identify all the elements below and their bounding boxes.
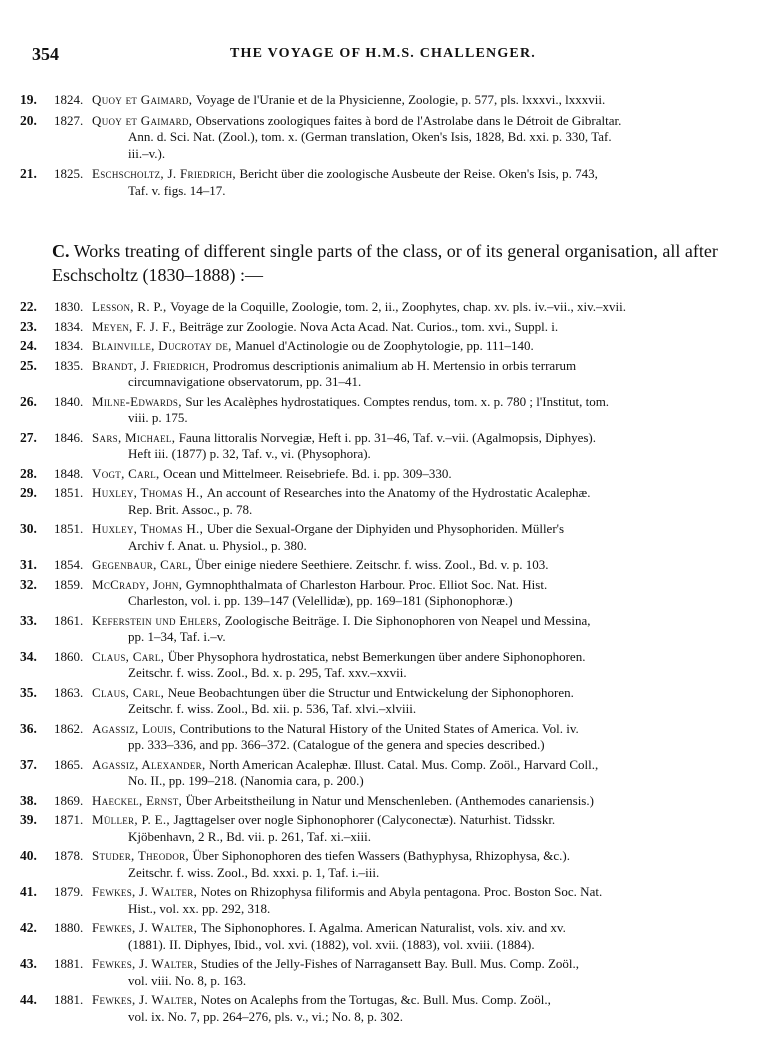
bibliography-entry	[20, 685, 744, 718]
entry-text	[92, 884, 744, 917]
bibliography-entry	[20, 430, 744, 463]
entry-number: 22.	[20, 299, 37, 314]
page-header	[32, 44, 734, 68]
entry-text	[92, 393, 744, 427]
entry-number: 35.	[20, 684, 37, 700]
bibliography-entry	[20, 394, 744, 427]
entry-number: 42.	[20, 920, 37, 935]
entry-line: Observations zoologiques faites à bord de l'Astrolabe dans le Détroit de Gibraltar.	[195, 112, 622, 128]
entry-year: 1840.	[54, 393, 84, 409]
entry-year: 1848.	[54, 465, 84, 481]
entry-text	[92, 338, 744, 355]
running-title: THE VOYAGE OF H.M.S. CHALLENGER.	[230, 46, 536, 61]
bibliography-entry	[20, 956, 744, 989]
bibliography-entry	[20, 358, 744, 391]
entry-text	[92, 299, 744, 316]
entry-year: 1835.	[54, 357, 84, 373]
entry-line: North American Acalephæ. Illust. Catal. Mus. Comp. Zoöl., Harvard Coll.,	[209, 756, 599, 772]
entry-line: Contributions to the Natural History of the United States of America. Vol. iv.	[179, 720, 579, 736]
entry-author: Fewkes, J. Walter,	[92, 884, 201, 899]
entry-year: 1860.	[54, 648, 84, 664]
entry-text	[92, 465, 744, 483]
bibliography-entry	[20, 721, 744, 754]
entry-year: 1846.	[54, 429, 84, 445]
bibliography-entry	[20, 338, 744, 355]
entry-number: 26.	[20, 393, 37, 409]
entry-author: Keferstein und Ehlers,	[92, 612, 225, 628]
entry-author: Huxley, Thomas H.,	[92, 521, 207, 536]
section-letter: C.	[52, 241, 70, 261]
entry-line: Charleston, vol. i. pp. 139–147 (Velellidæ), pp. 169–181 (Siphonophoræ.)	[128, 593, 513, 608]
bibliography-entry	[20, 812, 744, 845]
entry-number: 38.	[20, 792, 37, 808]
entry-year: 1865.	[54, 756, 84, 772]
entry-text	[92, 557, 744, 574]
bibliography-list-c	[20, 299, 744, 1025]
entry-author: Agassiz, Alexander,	[92, 756, 210, 772]
entry-line: An account of Researches into the Anatomy of the Hydrostatic Acalephæ.	[206, 485, 591, 500]
entry-author: Fewkes, J. Walter,	[92, 956, 201, 971]
entry-year: 1859.	[54, 576, 84, 592]
entry-year: 1830.	[54, 299, 84, 314]
entry-line: Jagttagelser over nogle Siphonophorer (Calyconectæ). Naturhist. Tidsskr.	[173, 812, 556, 827]
bibliography-entry	[20, 613, 744, 646]
entry-line: Studies of the Jelly-Fishes of Narragansett Bay. Bull. Mus. Comp. Zoöl.,	[200, 956, 579, 971]
entry-text	[92, 920, 744, 953]
entry-text	[92, 992, 744, 1025]
entry-line: Zeitschr. f. wiss. Zool., Bd. x. p. 295, Taf. xxv.–xxvii.	[128, 665, 407, 680]
entry-text	[92, 684, 744, 718]
entry-number: 44.	[20, 992, 37, 1007]
entry-year: 1834.	[54, 338, 84, 353]
entry-line: Gymnophthalmata of Charleston Harbour. Proc. Elliot Soc. Nat. Hist.	[185, 576, 548, 592]
entry-line: (1881). II. Diphyes, Ibid., vol. xvi. (1882), vol. xvii. (1883), vol. xviii. (1884).	[128, 936, 535, 952]
entry-year: 1881.	[54, 956, 84, 971]
entry-author: Milne-Edwards,	[92, 393, 186, 409]
entry-year: 1869.	[54, 792, 84, 808]
entry-number: 24.	[20, 338, 37, 353]
bibliography-entry	[20, 166, 744, 199]
bibliography-entry	[20, 757, 744, 790]
entry-year: 1827.	[54, 112, 84, 128]
entry-line: Taf. v. figs. 14–17.	[128, 182, 226, 198]
entry-text	[92, 166, 744, 199]
entry-line: Archiv f. Anat. u. Physiol., p. 380.	[128, 537, 307, 553]
bibliography-entry	[20, 649, 744, 682]
page-number: 354	[32, 44, 59, 64]
entry-line: No. II., pp. 199–218. (Nanomia cara, p. 200.)	[128, 773, 364, 788]
entry-author: Agassiz, Louis,	[92, 720, 180, 736]
entry-number: 32.	[20, 576, 37, 592]
entry-number: 29.	[20, 485, 37, 500]
entry-line: pp. 1–34, Taf. i.–v.	[128, 629, 226, 644]
entry-text	[92, 756, 744, 790]
entry-line: Sur les Acalèphes hydrostatiques. Comptes rendus, tom. x. p. 780 ; l'Institut, tom.	[185, 393, 610, 409]
entry-line: Kjöbenhavn, 2 R., Bd. vii. p. 261, Taf. xi.–xiii.	[128, 828, 371, 844]
entry-text	[92, 576, 744, 610]
entry-year: 1851.	[54, 485, 84, 500]
entry-year: 1878.	[54, 848, 84, 863]
entry-year: 1825.	[54, 166, 84, 181]
entry-number: 33.	[20, 612, 37, 628]
entry-text	[92, 112, 744, 163]
entry-text	[92, 357, 744, 391]
entry-line: vol. viii. No. 8, p. 163.	[128, 972, 247, 988]
entry-author: Gegenbaur, Carl,	[92, 557, 196, 572]
entry-number: 27.	[20, 429, 37, 445]
entry-text	[92, 848, 744, 881]
entry-line: pp. 333–336, and pp. 366–372. (Catalogue of the genera and species described.)	[128, 737, 545, 752]
entry-author: Fewkes, J. Walter,	[92, 992, 201, 1007]
bibliography-entry	[20, 848, 744, 881]
entry-author: Claus, Carl,	[92, 684, 168, 700]
entry-line: Hist., vol. xx. pp. 292, 318.	[128, 900, 271, 916]
entry-number: 39.	[20, 812, 37, 827]
entry-line: Ann. d. Sci. Nat. (Zool.), tom. x. (German translation, Oken's Isis, 1828, Bd. xxi. p. 330, Taf.	[128, 129, 612, 144]
entry-line: Fauna littoralis Norvegiæ, Heft i. pp. 31–46, Taf. v.–vii. (Agalmopsis, Diphyes).	[178, 429, 597, 445]
entry-number: 20.	[20, 112, 37, 128]
entry-text	[92, 318, 744, 336]
bibliography-entry	[20, 299, 744, 316]
entry-line: Voyage de l'Uranie et de la Physicienne, Zoologie, p. 577, pls. lxxxvi., lxxxvii.	[195, 92, 606, 107]
entry-text	[92, 429, 744, 463]
entry-line: Bericht über die zoologische Ausbeute der Reise. Oken's Isis, p. 743,	[239, 166, 598, 181]
entry-author: McCrady, John,	[92, 576, 186, 592]
entry-year: 1861.	[54, 612, 84, 628]
entry-number: 23.	[20, 318, 37, 334]
entry-line: Ocean und Mittelmeer. Reisebriefe. Bd. i. pp. 309–330.	[163, 465, 452, 481]
entry-author: Quoy et Gaimard,	[92, 92, 196, 107]
entry-author: Brandt, J. Friedrich,	[92, 357, 213, 373]
entry-author: Sars, Michael,	[92, 429, 179, 445]
entry-text	[92, 720, 744, 754]
bibliography-list-top	[20, 92, 744, 199]
entry-line: Zeitschr. f. wiss. Zool., Bd. xxxi. p. 1, Taf. i.–iii.	[128, 864, 380, 880]
entry-year: 1879.	[54, 884, 84, 899]
entry-number: 37.	[20, 756, 37, 772]
bibliography-entry	[20, 521, 744, 554]
entry-line: The Siphonophores. I. Agalma. American Naturalist, vols. xiv. and xv.	[200, 920, 566, 935]
entry-number: 28.	[20, 465, 37, 481]
bibliography-entry	[20, 113, 744, 163]
entry-line: Prodromus descriptionis animalium ab H. Mertensio in orbis terrarum	[212, 357, 577, 373]
entry-author: Müller, P. E.,	[92, 812, 174, 827]
entry-author: Meyen, F. J. F.,	[92, 318, 180, 334]
entry-author: Haeckel, Ernst,	[92, 792, 186, 808]
entry-year: 1854.	[54, 557, 84, 572]
entry-line: Zeitschr. f. wiss. Zool., Bd. xii. p. 536, Taf. xlvi.–xlviii.	[128, 701, 417, 716]
section-heading	[52, 239, 752, 287]
entry-text	[92, 612, 744, 646]
bibliography-entry	[20, 319, 744, 336]
entry-year: 1862.	[54, 720, 84, 736]
entry-line: Manuel d'Actinologie ou de Zoophytologie, pp. 111–140.	[235, 338, 534, 353]
entry-year: 1863.	[54, 684, 84, 700]
entry-year: 1881.	[54, 992, 84, 1007]
entry-year: 1824.	[54, 92, 84, 107]
bibliography-entry	[20, 466, 744, 483]
entry-line: Rep. Brit. Assoc., p. 78.	[128, 501, 253, 517]
bibliography-entry	[20, 577, 744, 610]
entry-author: Quoy et Gaimard,	[92, 112, 196, 128]
entry-year: 1871.	[54, 812, 84, 827]
entry-author: Eschscholtz, J. Friedrich,	[92, 166, 240, 181]
entry-line: vol. ix. No. 7, pp. 264–276, pls. v., vi.; No. 8, p. 302.	[128, 1008, 404, 1024]
bibliography-entry	[20, 485, 744, 518]
entry-number: 30.	[20, 521, 37, 536]
entry-year: 1851.	[54, 521, 84, 536]
entry-line: Uber die Sexual-Organe der Diphyiden und Physophoriden. Müller's	[206, 521, 565, 536]
entry-number: 25.	[20, 357, 37, 373]
entry-text	[92, 485, 744, 518]
entry-line: Über Physophora hydrostatica, nebst Bemerkungen über andere Siphonophoren.	[167, 648, 586, 664]
entry-line: Über einige niedere Seethiere. Zeitschr. f. wiss. Zool., Bd. v. p. 103.	[195, 557, 549, 572]
entry-number: 43.	[20, 956, 37, 971]
entry-line: iii.–v.).	[128, 145, 166, 161]
entry-text	[92, 792, 744, 810]
entry-number: 31.	[20, 557, 37, 572]
bibliography-entry	[20, 92, 744, 109]
section-text: Works treating of different single parts of the class, or of its general organisation, all after Eschscholtz (1830–1888) :—	[52, 241, 718, 285]
entry-author: Lesson, R. P.,	[92, 299, 171, 314]
entry-author: Fewkes, J. Walter,	[92, 920, 201, 935]
entry-line: Neue Beobachtungen über die Structur und Entwickelung der Siphonophoren.	[167, 684, 574, 700]
entry-author: Blainville, Ducrotay de,	[92, 338, 236, 353]
entry-line: Notes on Acalephs from the Tortugas, &c. Bull. Mus. Comp. Zoöl.,	[200, 992, 551, 1007]
entry-year: 1834.	[54, 318, 84, 334]
bibliography-entry	[20, 920, 744, 953]
entry-number: 41.	[20, 884, 37, 899]
entry-number: 36.	[20, 720, 37, 736]
entry-text	[92, 648, 744, 682]
entry-text	[92, 92, 744, 109]
entry-number: 21.	[20, 166, 37, 181]
bibliography-entry	[20, 557, 744, 574]
entry-author: Studer, Theodor,	[92, 848, 193, 863]
entry-text	[92, 521, 744, 554]
bibliography-entry	[20, 992, 744, 1025]
entry-author: Vogt, Carl,	[92, 465, 164, 481]
entry-line: Heft iii. (1877) p. 32, Taf. v., vi. (Physophora).	[128, 446, 371, 461]
entry-number: 40.	[20, 848, 37, 863]
entry-text	[92, 812, 744, 845]
bibliography-entry	[20, 884, 744, 917]
entry-author: Claus, Carl,	[92, 648, 168, 664]
entry-number: 19.	[20, 92, 37, 107]
entry-author: Huxley, Thomas H.,	[92, 485, 207, 500]
entry-line: Notes on Rhizophysa filiformis and Abyla pentagona. Proc. Boston Soc. Nat.	[200, 884, 603, 899]
entry-line: Beiträge zur Zoologie. Nova Acta Acad. Nat. Curios., tom. xvi., Suppl. i.	[179, 318, 559, 334]
entry-line: Über Arbeitstheilung in Natur und Menschenleben. (Anthemodes canariensis.)	[185, 792, 594, 808]
entry-line: Über Siphonophoren des tiefen Wassers (Bathyphysa, Rhizophysa, &c.).	[192, 848, 570, 863]
entry-line: Voyage de la Coquille, Zoologie, tom. 2, ii., Zoophytes, chap. xv. pls. iv.–vii., xiv.–xvii.	[170, 299, 626, 314]
entry-line: viii. p. 175.	[128, 410, 188, 425]
bibliography-entry	[20, 793, 744, 810]
entry-text	[92, 956, 744, 989]
entry-number: 34.	[20, 648, 37, 664]
entry-line: Zoologische Beiträge. I. Die Siphonophoren von Neapel und Messina,	[224, 612, 591, 628]
entry-year: 1880.	[54, 920, 84, 935]
entry-line: circumnavigatione observatorum, pp. 31–41.	[128, 374, 362, 389]
